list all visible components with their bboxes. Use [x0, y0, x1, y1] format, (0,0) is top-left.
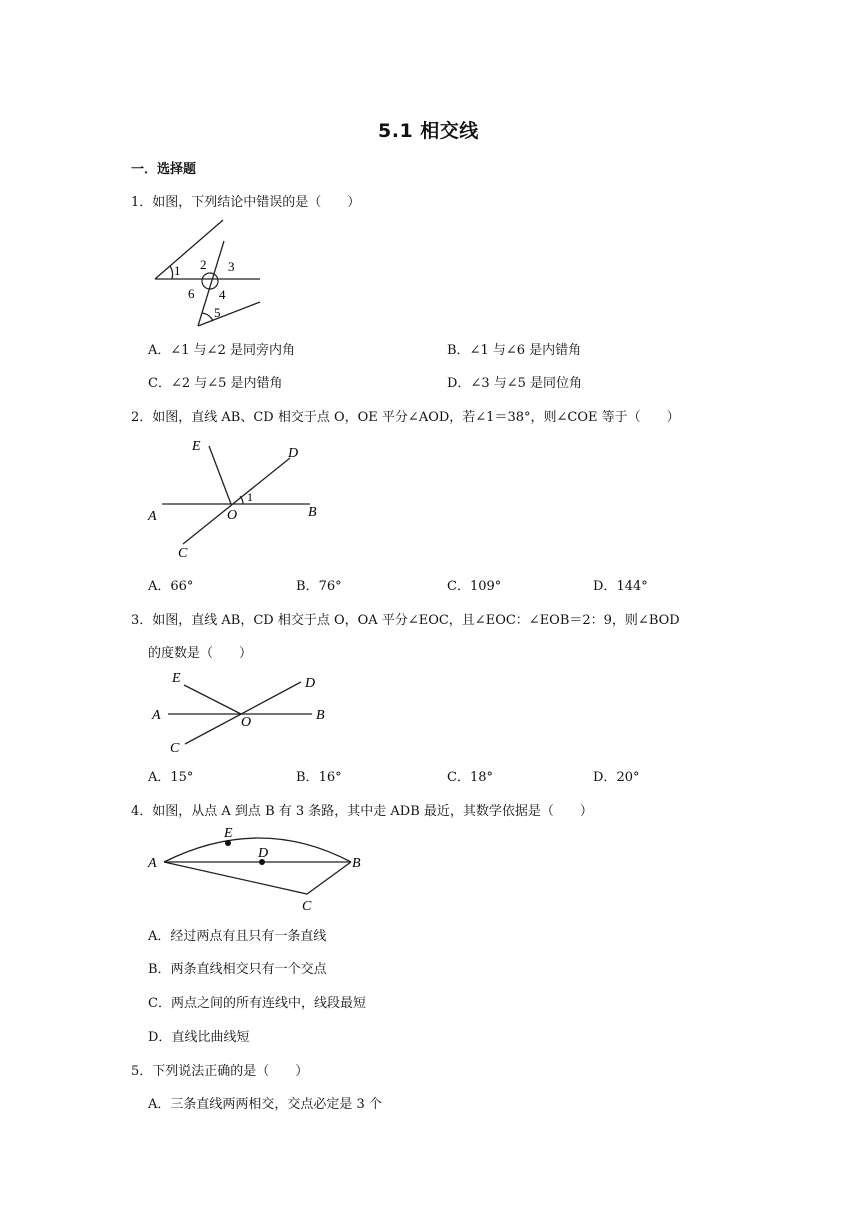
question-4-stem: [131, 800, 593, 819]
question-1-option-b[interactable]: [447, 339, 581, 358]
question-3-option-a[interactable]: [148, 766, 193, 785]
angle-label-2: 2: [200, 257, 207, 272]
option-text: 16°: [318, 770, 342, 785]
option-key: A．: [148, 1097, 171, 1112]
option-key: D．: [593, 770, 617, 785]
question-text: 下列说法正确的是（ ）: [152, 1064, 309, 1079]
option-text: ∠3 与∠5 是同位角: [470, 376, 583, 391]
angle-arc: [170, 266, 173, 279]
figure-line: [155, 220, 223, 279]
question-4-figure: [140, 822, 380, 917]
line-cd: [183, 458, 290, 544]
angle-label-1: 1: [174, 263, 181, 278]
line-cd: [185, 682, 301, 744]
option-key: D．: [148, 1030, 172, 1045]
question-2-option-d[interactable]: [593, 575, 648, 594]
option-text: 76°: [318, 579, 342, 594]
point-label-b: B: [352, 856, 361, 871]
option-text: 两点之间的所有连线中，线段最短: [170, 996, 366, 1011]
question-4-option-a[interactable]: [148, 925, 326, 944]
question-1-option-c[interactable]: [148, 372, 283, 391]
question-number: 3．: [131, 613, 153, 628]
option-text: 144°: [616, 579, 648, 594]
point-label-o: O: [241, 715, 252, 730]
option-text: 109°: [469, 579, 502, 594]
point-label-e: E: [224, 826, 233, 841]
point-label-a: A: [148, 509, 157, 524]
point-label-a: A: [148, 856, 157, 871]
angle-label-6: 6: [188, 286, 195, 301]
question-1-stem: [131, 191, 360, 210]
point-label-b: B: [308, 505, 317, 520]
question-3-stem-continued: 的度数是（ ）: [148, 646, 253, 661]
question-text: 如图，从点 A 到点 B 有 3 条路，其中走 ADB 最近，其数学依据是（ ）: [152, 804, 593, 819]
question-4-option-b[interactable]: [148, 958, 327, 977]
option-text: 三条直线两两相交，交点必定是 3 个: [170, 1097, 382, 1112]
option-text: 直线比曲线短: [171, 1030, 250, 1045]
question-3-figure: [140, 668, 340, 758]
option-key: C．: [447, 579, 470, 594]
ray-oe: [184, 685, 241, 714]
question-2-option-c[interactable]: [447, 575, 501, 594]
option-key: C．: [148, 376, 171, 391]
option-key: C．: [148, 996, 171, 1011]
point-label-b: B: [316, 708, 325, 723]
option-key: B．: [148, 962, 171, 977]
point-label-d: D: [288, 446, 299, 461]
question-number: 5．: [131, 1064, 153, 1079]
question-1-option-a[interactable]: [148, 339, 295, 358]
path-acb: [164, 862, 351, 894]
option-key: B．: [296, 770, 319, 785]
question-number: 1．: [131, 195, 153, 210]
question-3-option-b[interactable]: [296, 766, 342, 785]
section-heading: 一．选择题: [131, 162, 197, 177]
angle-label-4: 4: [219, 287, 226, 302]
question-2-option-b[interactable]: [296, 575, 342, 594]
point-label-e: E: [172, 671, 181, 686]
question-4-option-c[interactable]: [148, 992, 366, 1011]
option-key: A．: [148, 929, 171, 944]
page-title: 5.1 相交线: [378, 120, 479, 142]
ray-oe: [209, 446, 231, 504]
point-label-d: D: [258, 846, 269, 861]
question-4-option-d[interactable]: [148, 1026, 249, 1045]
option-text: 15°: [170, 770, 194, 785]
option-text: 经过两点有且只有一条直线: [170, 929, 327, 944]
question-2-stem: [131, 406, 680, 425]
option-key: B．: [296, 579, 319, 594]
option-key: C．: [447, 770, 470, 785]
angle-label-1: 1: [247, 490, 253, 504]
angle-arc-1: [240, 496, 243, 504]
option-key: A．: [148, 770, 171, 785]
question-2-option-a[interactable]: [148, 575, 193, 594]
question-3-stem: [131, 609, 680, 628]
option-text: 18°: [469, 770, 493, 785]
option-key: D．: [447, 376, 471, 391]
question-text: 如图，下列结论中错误的是（ ）: [152, 195, 361, 210]
angle-label-5: 5: [214, 305, 221, 320]
question-1-figure: [145, 213, 270, 328]
option-key: A．: [148, 343, 171, 358]
point-label-c: C: [178, 546, 188, 561]
point-label-c: C: [302, 899, 312, 914]
point-label-a: A: [152, 708, 161, 723]
question-text: 如图，直线 AB、CD 相交于点 O，OE 平分∠AOD，若∠1＝38°，则∠COE 等于（ ）: [152, 410, 680, 425]
question-number: 2．: [131, 410, 153, 425]
question-number: 4．: [131, 804, 153, 819]
option-text: 20°: [616, 770, 640, 785]
angle-label-3: 3: [228, 259, 235, 274]
point-label-c: C: [170, 741, 180, 756]
question-5-stem: [131, 1060, 308, 1079]
question-3-option-d[interactable]: [593, 766, 639, 785]
option-text: ∠1 与∠6 是内错角: [469, 343, 582, 358]
option-text: ∠1 与∠2 是同旁内角: [170, 343, 295, 358]
question-1-option-d[interactable]: [447, 372, 582, 391]
option-key: B．: [447, 343, 470, 358]
option-text: ∠2 与∠5 是内错角: [170, 376, 283, 391]
question-text: 如图，直线 AB，CD 相交于点 O，OA 平分∠EOC，且∠EOC：∠EOB＝2：9，则∠BOD: [152, 613, 680, 628]
question-5-option-a[interactable]: [148, 1093, 382, 1112]
question-2-figure: [140, 432, 340, 562]
option-key: A．: [148, 579, 171, 594]
option-key: D．: [593, 579, 617, 594]
option-text: 66°: [170, 579, 194, 594]
angle-arc: [202, 313, 213, 321]
point-label-d: D: [305, 676, 316, 691]
option-text: 两条直线相交只有一个交点: [170, 962, 327, 977]
question-3-option-c[interactable]: [447, 766, 493, 785]
point-label-o: O: [227, 508, 238, 523]
point-label-e: E: [192, 439, 201, 454]
